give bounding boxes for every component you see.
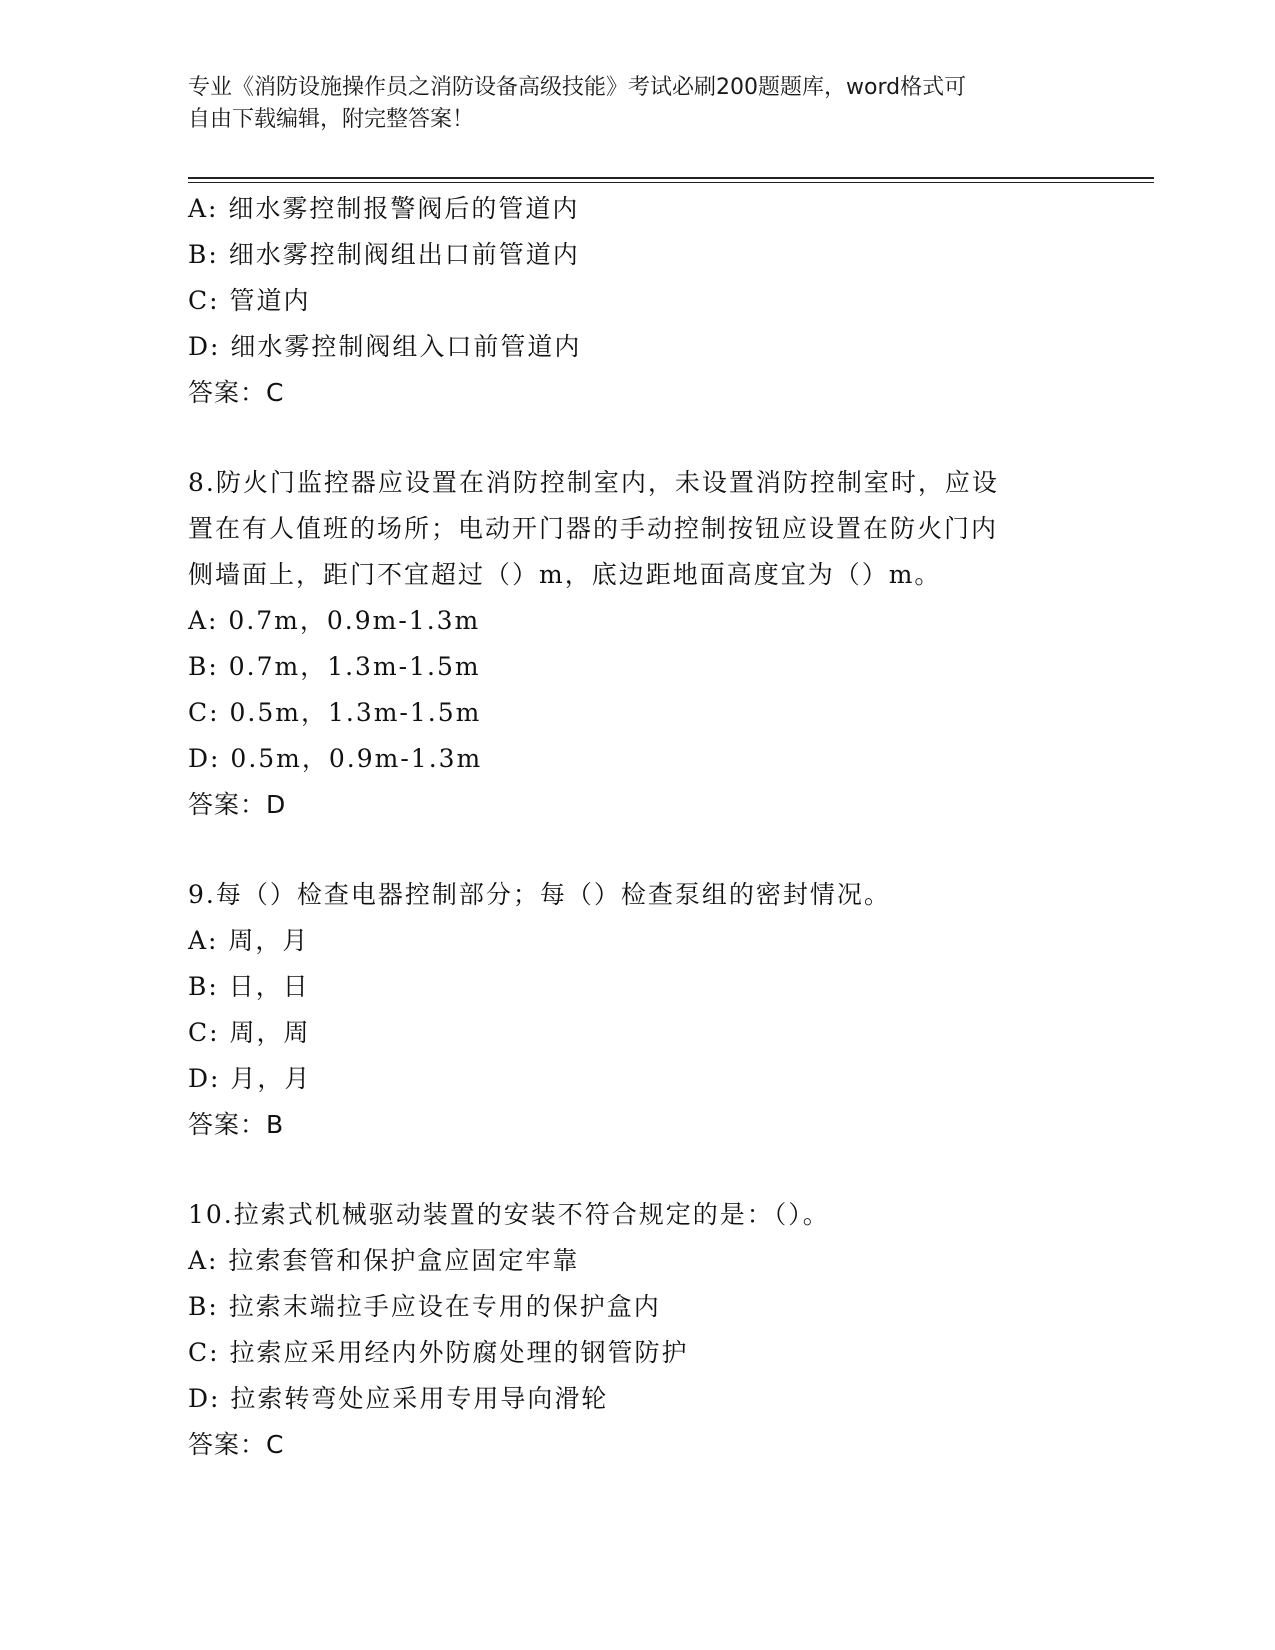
spacer [188, 1148, 1088, 1192]
option-b: B: 拉索末端拉手应设在专用的保护盒内 [188, 1292, 661, 1321]
question-stem: 置在有人值班的场所；电动开门器的手动控制按钮应设置在防火门内 [188, 514, 999, 543]
option-d: D: 0.5m，0.9m-1.3m [188, 744, 483, 773]
option-c: C: 管道内 [188, 286, 311, 315]
answer: 答案：B [188, 1110, 285, 1139]
header-divider [188, 177, 1154, 183]
question-7 [188, 186, 1088, 416]
option-a: A: 0.7m，0.9m-1.3m [188, 606, 481, 635]
option-d: D: 月，月 [188, 1064, 312, 1093]
option-c: C: 周，周 [188, 1018, 311, 1047]
option-d: D: 细水雾控制阀组入口前管道内 [188, 332, 582, 361]
option-c: C: 拉索应采用经内外防腐处理的钢管防护 [188, 1338, 689, 1367]
header-line-1: 专业《消防设施操作员之消防设备高级技能》考试必刷200题题库，word格式可 [188, 75, 967, 100]
answer: 答案：C [188, 378, 285, 407]
option-a: A: 细水雾控制报警阀后的管道内 [188, 194, 580, 223]
question-stem: 9.每（）检查电器控制部分；每（）检查泵组的密封情况。 [188, 880, 891, 909]
spacer [188, 828, 1088, 872]
question-8 [188, 460, 1088, 828]
answer: 答案：D [188, 790, 287, 819]
spacer [188, 416, 1088, 460]
question-9 [188, 872, 1088, 1148]
option-b: B: 0.7m，1.3m-1.5m [188, 652, 481, 681]
question-stem: 侧墙面上，距门不宜超过（）m，底边距地面高度宜为（）m。 [188, 560, 942, 589]
option-a: A: 拉索套管和保护盒应固定牢靠 [188, 1246, 580, 1275]
question-stem: 10.拉索式机械驱动装置的安装不符合规定的是：（）。 [188, 1200, 830, 1229]
option-b: B: 日，日 [188, 972, 310, 1001]
question-stem: 8.防火门监控器应设置在消防控制室内，未设置消防控制室时，应设 [188, 468, 999, 497]
option-b: B: 细水雾控制阀组出口前管道内 [188, 240, 580, 269]
option-c: C: 0.5m，1.3m-1.5m [188, 698, 482, 727]
answer: 答案：C [188, 1430, 285, 1459]
question-10 [188, 1192, 1088, 1468]
page-header [188, 72, 1088, 136]
option-d: D: 拉索转弯处应采用专用导向滑轮 [188, 1384, 609, 1413]
header-line-2: 自由下载编辑，附完整答案！ [188, 107, 475, 132]
question-list [188, 186, 1088, 1468]
option-a: A: 周，月 [188, 926, 310, 955]
